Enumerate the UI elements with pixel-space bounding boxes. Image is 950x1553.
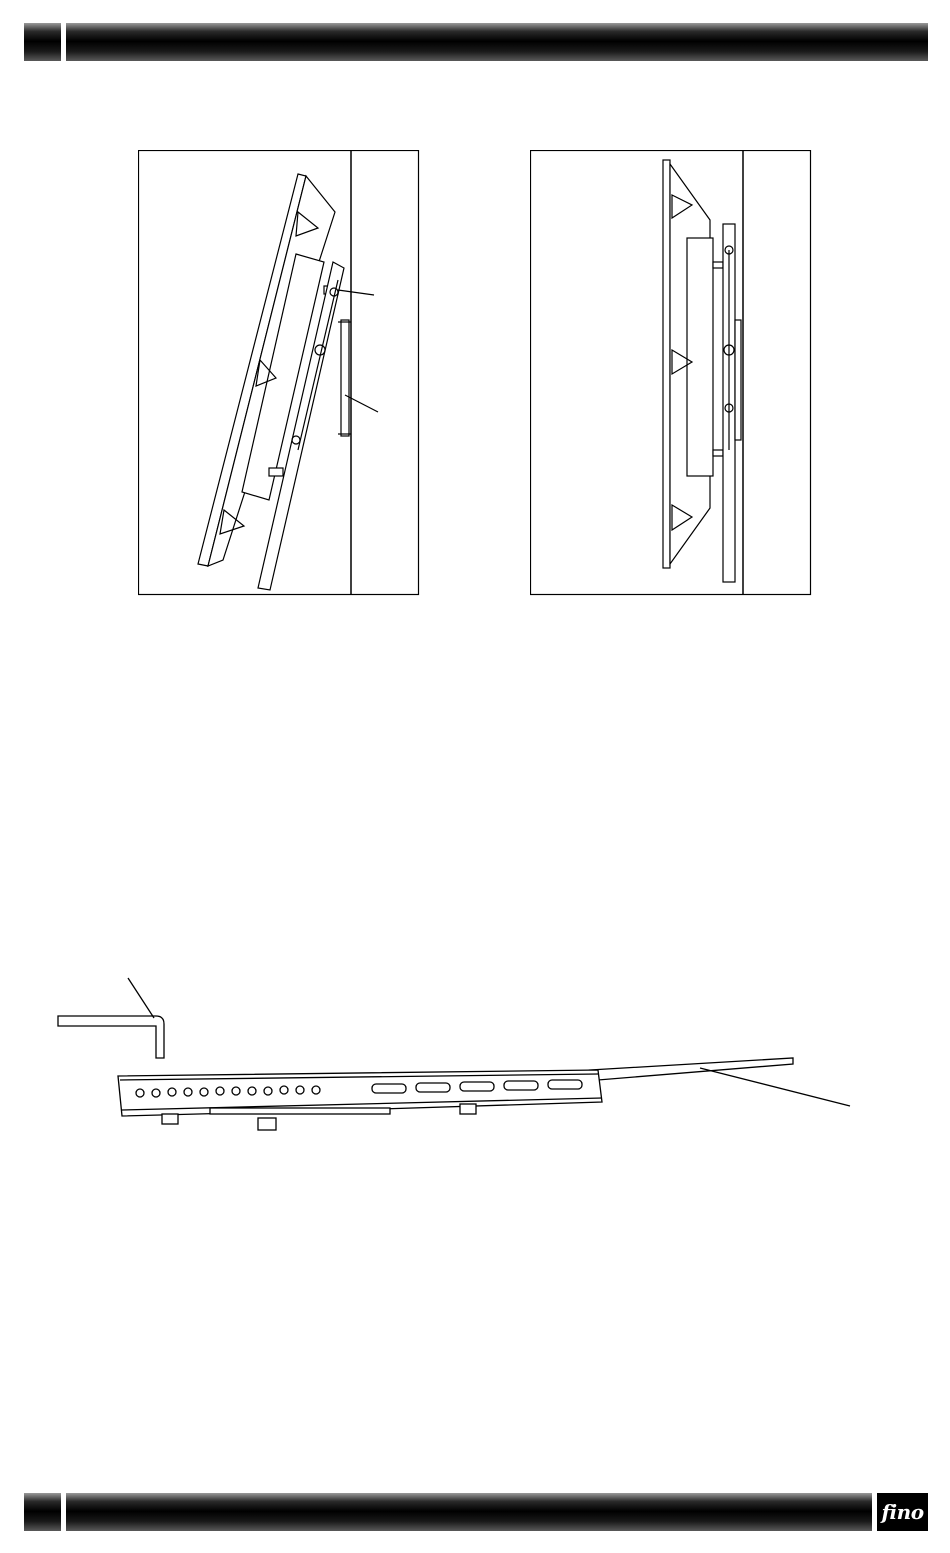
lower-strap — [210, 1108, 390, 1114]
bracket-with-hex-key-diagram — [50, 970, 860, 1140]
bolt-nut — [162, 1114, 178, 1124]
callout-line — [345, 395, 378, 412]
brand-logo: fino — [877, 1493, 928, 1531]
lower-arm-bracket — [713, 450, 723, 456]
wall-plate — [735, 320, 741, 440]
callout-line — [128, 978, 154, 1018]
tv-screen — [663, 160, 670, 568]
callout-line — [700, 1068, 850, 1106]
wall-plate — [341, 320, 349, 436]
tv-rear-plate — [687, 238, 713, 476]
callout-line — [338, 290, 374, 295]
hex-key — [58, 1016, 164, 1058]
tilted-tv-mounting-diagram — [138, 150, 420, 596]
header-bar — [24, 23, 928, 61]
bolt-nut — [460, 1104, 476, 1114]
header-bar-divider — [61, 23, 66, 61]
footer-bar-divider — [61, 1493, 66, 1531]
footer-bar — [24, 1493, 872, 1531]
lower-arm-bracket — [269, 468, 283, 476]
upper-arm-bracket — [713, 262, 723, 268]
flat-tv-mounted-diagram — [530, 150, 812, 596]
bracket-tongue — [590, 1058, 793, 1080]
bolt-nut — [258, 1118, 276, 1130]
